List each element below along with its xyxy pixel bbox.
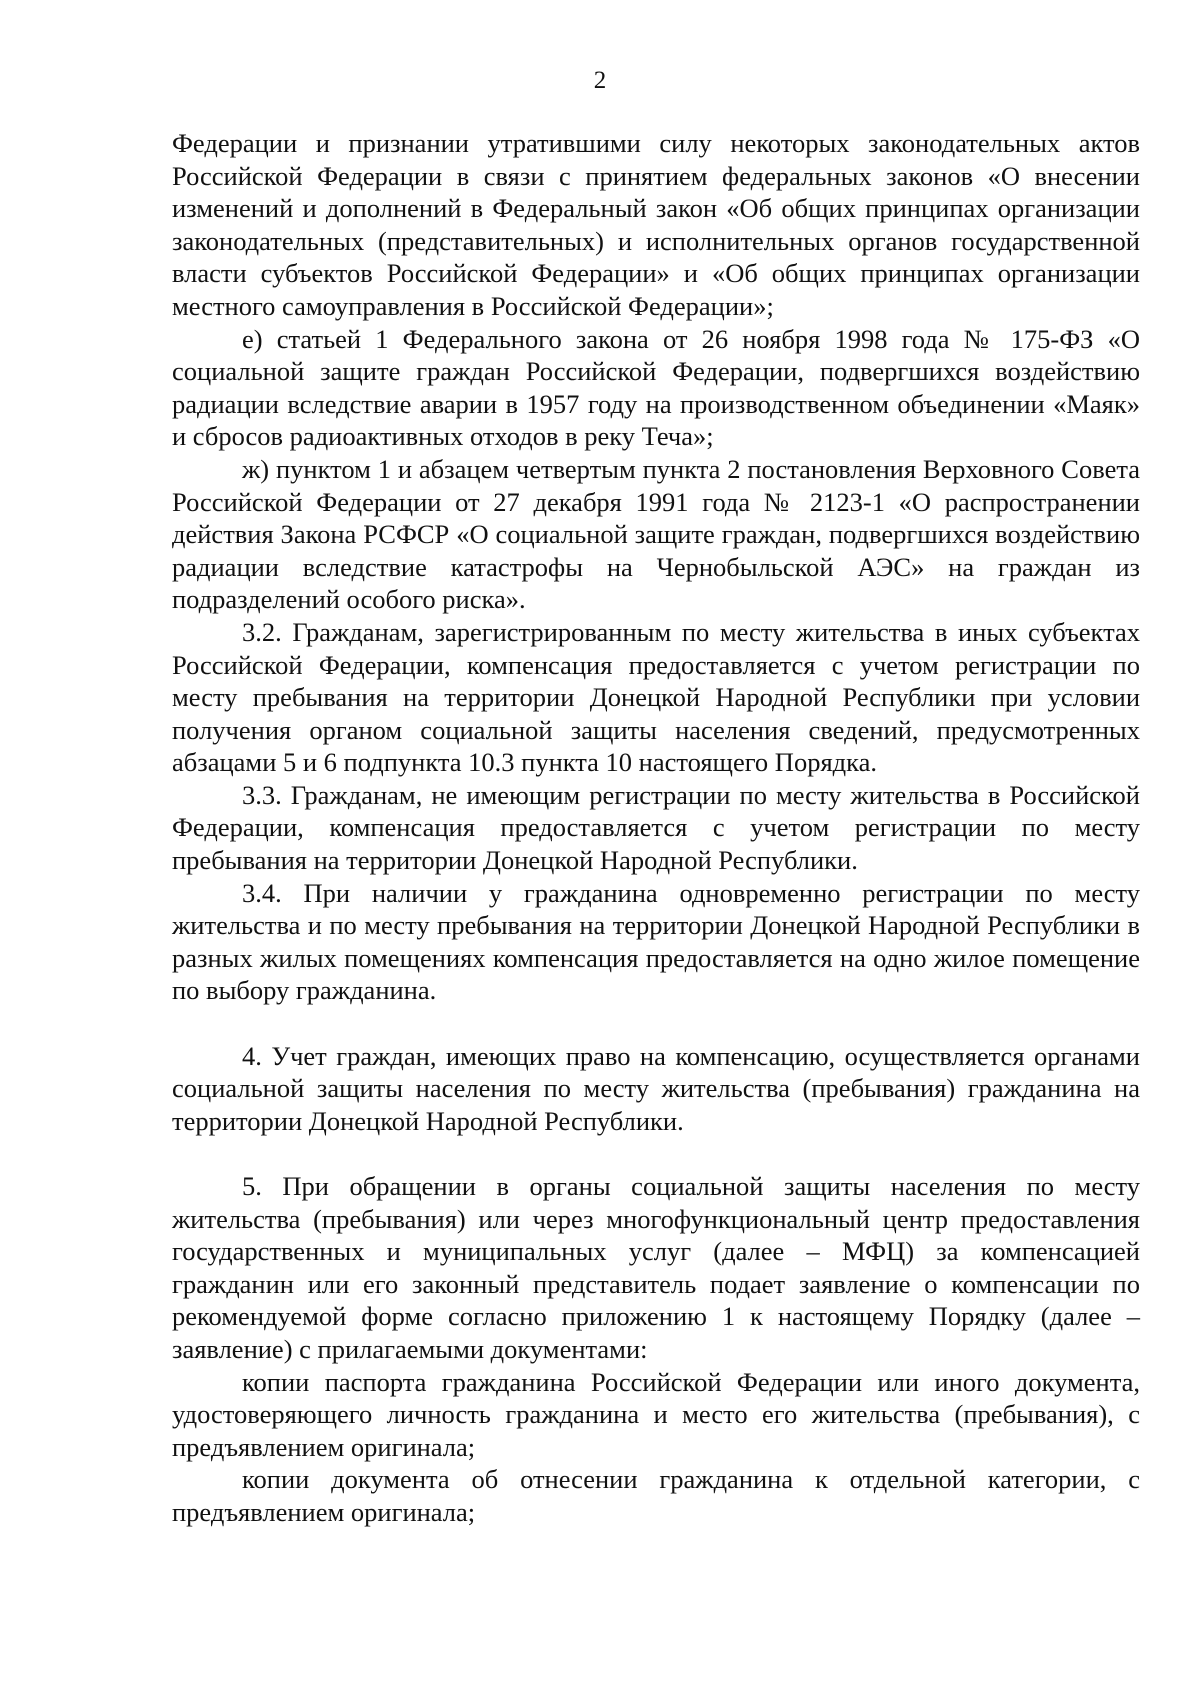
document-body — [172, 127, 1140, 1529]
page-number: 2 — [593, 67, 607, 94]
paragraph-3-2: 3.2. Гражданам, зарегистрированным по месту жительства в иных субъектах Российской Федерации, компенсация предоставляется с учетом регистрации по месту пребывания на территории Донецкой Народной Республики при условии получения органом социальной защиты населения сведений, предусмотренных абзацами 5 и 6 подпункта 10.3 пункта 10 настоящего Порядка. — [172, 616, 1140, 778]
paragraph-3-4: 3.4. При наличии у гражданина одновременно регистрации по месту жительства и по месту пребывания на территории Донецкой Народной Республики в разных жилых помещениях компенсация предоставляется на одно жилое помещение по выбору гражданина. — [172, 877, 1140, 1006]
paragraph-item-e: е) статьей 1 Федерального закона от 26 ноября 1998 года № 175-ФЗ «О социальной защите граждан Российской Федерации, подвергшихся воздействию радиации вследствие аварии в 1957 году на производственном объединении «Маяк» и сбросов радиоактивных отходов в реку Теча»; — [172, 323, 1140, 452]
paragraph-4: 4. Учет граждан, имеющих право на компенсацию, осуществляется органами социальной защиты населения по месту жительства (пребывания) гражданина на территории Донецкой Народной Республики. — [172, 1040, 1140, 1136]
paragraph-item-zh: ж) пунктом 1 и абзацем четвертым пункта 2 постановления Верховного Совета Российской Федерации от 27 декабря 1991 года № 2123-1 «О распространении действия Закона РСФСР «О социальной защите граждан, подвергшихся воздействию радиации вследствие катастрофы на Чернобыльской АЭС» на граждан из подразделений особого риска». — [172, 453, 1140, 615]
paragraph-category-document: копии документа об отнесении гражданина к отдельной категории, с предъявлением оригинала; — [172, 1464, 1140, 1527]
paragraph-5: 5. При обращении в органы социальной защиты населения по месту жительства (пребывания) или через многофункциональный центр предоставления государственных и муниципальных услуг (далее – МФЦ) за компенсацией гражданин или его законный представитель подает заявление о компенсации по рекомендуемой форме согласно приложению 1 к настоящему Порядку (далее – заявление) с прилагаемыми документами: — [172, 1171, 1140, 1364]
paragraph-3-3: 3.3. Гражданам, не имеющим регистрации по месту жительства в Российской Федерации, компенсация предоставляется с учетом регистрации по месту пребывания на территории Донецкой Народной Республики. — [172, 779, 1140, 876]
paragraph-passport-copy: копии паспорта гражданина Российской Федерации или иного документа, удостоверяющего личность гражданина и место его жительства (пребывания), с предъявлением оригинала; — [172, 1366, 1140, 1462]
paragraph-continuation: Федерации и признании утратившими силу некоторых законодательных актов Российской Федерации в связи с принятием федеральных законов «О внесении изменений и дополнений в Федеральный закон «Об общих принципах организации законодательных (представительных) и исполнительных органов государственной власти субъектов Российской Федерации» и «Об общих принципах организации местного самоуправления в Российской Федерации»; — [172, 128, 1140, 321]
